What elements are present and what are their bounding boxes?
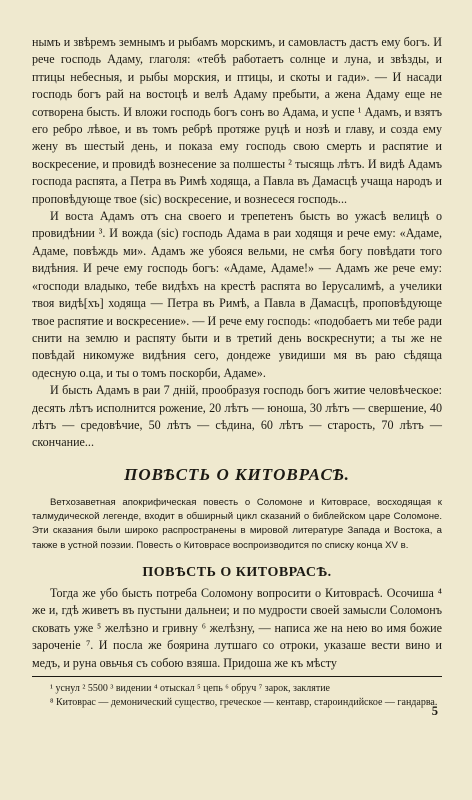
paragraph-adam-vision: И воста Адамъ отъ сна своего и трепетенъ бысть во ужасѣ велицѣ о провидѣнии ³. И вожда (sic) господь Адама в раи ходящя и рече ему: «Адаме, Адаме, повѣждь ми». Адамъ же убояся вельми, не смѣя богу повѣдати того видѣния. И рече ему господь богъ: «Адаме, Адаме!» — Адамъ же рече ему: «господи владыко, тебе видѣхъ на крестѣ распята во Іерусалимѣ, а учелики твоя видѣ[хъ] ходяща — Петра въ Римѣ, а Павла в Дамасцѣ, проповѣдующе твое распятие и воскресение». — И рече ему господь: «подобаетъ ми тебе ради снити на землю и распяту быти и в третий день воскреснути; а ты же не повѣдай никомуже видѣния сего, дондеже увидиши мя въ раю сѣдяща одесную о.ца, и ты о томъ поскорби, Адаме». xyxy=(32,209,442,380)
paragraph-adam-paradise-days: И бысть Адамъ в раи 7 днiй, прообразуя господь богъ житие человѣческое: десять лѣтъ исполнится рожение, 20 лѣтъ — юноша, 30 лѣтъ — свершение, 40 лѣтъ — средовѣчие, 50 лѣтъ — сѣдина, 60 лѣтъ — старость, 70 лѣтъ — скончание... xyxy=(32,383,442,450)
footnote-kitovras: ⁸ Китоврас — демонический существо, греческое — кентавр, староиндийское — гандарва. xyxy=(50,696,438,708)
page-text-column xyxy=(32,34,442,709)
paragraph-kitovras-story: Тогда же убо бысть потреба Соломону вопросити о Китоврасѣ. Осочиша ⁴ же и, гдѣ живетъ въ пустыни дальнеи; и по мудрости своей замысли Соломонъ сковать уже ⁵ желѣзно и гривну ⁶ желѣзну, — написа же на нею во имя божие зароченiе ⁷. И посла же боярина лутшаго со отроки, указаше вести вино и медъ, и руна овьчья съ собою взяша. Придоша же къ мѣсту xyxy=(32,585,442,670)
footnote-glosses: ¹ уснул ² 5500 ³ видении ⁴ отыскал ⁵ цепь ⁶ обруч ⁷ зарок, заклятие xyxy=(50,682,330,694)
paragraph-adam-creation: нымъ и звѣремъ земнымъ и рыбамъ морскимъ, и самовластъ дастъ ему богъ. И рече господь Адаму, глаголя: «тебѣ работаетъ солнце и луна, и звѣзды, и птицы небесныя, и рыбы морския, и птицы, и скоты и гади». — И насади господь богъ рай на востоцѣ и велѣ Адаму пребыти, а жена Адаму еще не сотворена бысть. И вложи господь богъ сонъ во Адама, и успе ¹ Адамъ, и взятъ его ребро лѣвое, и въ томъ ребрѣ протяже руцѣ и нозѣ и главу, и созда ему жену въ шестый день, и показа ему господь свою смерть и распятие и воскресение, и провидѣ вознесение за полшесты ² тысящь лѣтъ. И видѣ Адамъ господа распята, а Петра въ Римѣ ходяща, а Павла въ Дамасцѣ учаща народъ и проповѣдующе твое (sic) воскресение, и вознесеся господь... xyxy=(32,35,442,206)
section-introduction: Ветхозаветная апокрифическая повесть о Соломоне и Китоврасе, восходящая к талмудической легенде, входит в обширный цикл сказаний о библейском царе Соломоне. Эти сказания были широко распространены в мировой литературе Запада и Востока, а также в устной поэзии. Повесть о Китоврасе воспроизводится по списку конца XV в. xyxy=(32,496,442,551)
page-number: 5 xyxy=(431,704,438,718)
story-title: ПОВѢСТЬ О КИТОВРАСѢ. xyxy=(142,564,332,580)
section-title: ПОВѢСТЬ О КИТОВРАСѢ. xyxy=(124,464,350,484)
footnote-divider xyxy=(32,676,442,677)
